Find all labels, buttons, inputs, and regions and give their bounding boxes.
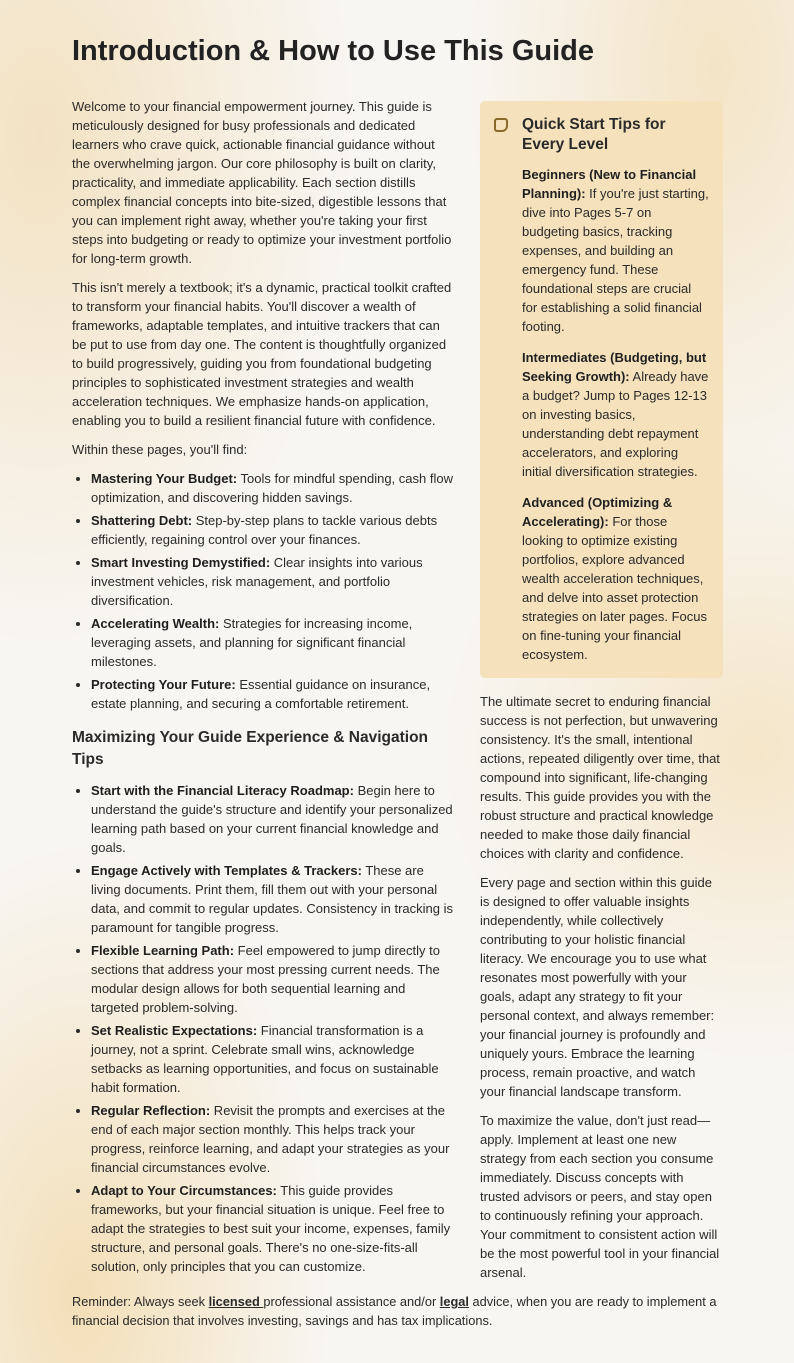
- list-item: [91, 511, 454, 549]
- legal-link[interactable]: legal: [439, 1294, 469, 1309]
- callout-title: Quick Start Tips for Every Level: [522, 116, 666, 153]
- body-paragraph: Every page and section within this guide is designed to offer valuable insights independently, while collectively contributing to your holistic financial literacy. We encourage you to use what resonates most powerfully with your goals, adapt any strategy to fit your personal context, and always remember: your financial journey is profoundly and uniquely yours. Embrace the learning process, remain proactive, and watch your financial landscape transform.: [480, 875, 715, 1099]
- item-title: Smart Investing Demystified:: [91, 555, 271, 570]
- item-title: Shattering Debt:: [91, 513, 193, 528]
- list-item: [91, 469, 454, 507]
- note-icon: [494, 118, 508, 132]
- intro-paragraph: This isn't merely a textbook; it's a dynamic, practical toolkit crafted to transform your financial habits. You'll discover a wealth of frameworks, adaptable templates, and intuitive trackers that can be put to use from day one. The content is thoughtfully organized to build progressively, guiding you from foundational budgeting principles to sophisticated investment strategies and wealth acceleration techniques. We emphasize hands-on application, enabling you to build a resilient financial future with confidence.: [72, 280, 452, 428]
- page-title: Introduction & How to Use This Guide: [72, 35, 594, 67]
- item-text: This guide provides frameworks, but your financial situation is unique. Feel free to adapt the strategies to best suit your income, expenses, family structure, and personal goals. There's no one-size-fits-all solution, only principles that you can customize.: [91, 1183, 451, 1274]
- item-text: Revisit the prompts and exercises at the end of each major section monthly. This helps track your progress, reinforce learning, and adapt your strategies as your financial circumstances evolve.: [91, 1103, 450, 1175]
- right-column: [480, 101, 723, 1292]
- quick-start-callout: [480, 101, 723, 678]
- intro-paragraph: Welcome to your financial empowerment journey. This guide is meticulously designed for busy professionals and dedicated learners who crave quick, actionable financial guidance without the overwhelming jargon. Our core philosophy is built on clarity, practicality, and immediate applicability. Each section distills complex financial concepts into bite-sized, digestible lessons that you can implement right away, whether you're taking your first steps into budgeting or ready to optimize your investment portfolio for long-term growth.: [72, 99, 452, 266]
- reminder-text: Reminder: Always seek: [72, 1294, 209, 1309]
- item-text: These are living documents. Print them, fill them out with your personal data, and commit to regular updates. Consistency in tracking is paramount for tangible progress.: [91, 863, 454, 935]
- list-item: [91, 675, 454, 713]
- item-text: If you're just starting, dive into Pages 5-7 on budgeting basics, tracking expenses, and building an emergency fund. These foundational steps are crucial for establishing a solid financial footing.: [522, 186, 709, 334]
- body-paragraph: To maximize the value, don't just read—apply. Implement at least one new strategy from each section you consume immediately. Discuss concepts with trusted advisors or peers, and stay open to continuously refining your approach. Your commitment to consistent action will be the most powerful tool in your financial arsenal.: [480, 1113, 720, 1280]
- list-item: [91, 1181, 454, 1276]
- list-item: [91, 1021, 454, 1097]
- item-title: Engage Actively with Templates & Trackers:: [91, 863, 362, 878]
- item-text: For those looking to optimize existing portfolios, explore advanced wealth acceleration techniques, and delve into asset protection strategies on later pages. Focus on fine-tuning your financial ecosystem.: [522, 514, 707, 662]
- item-text: Begin here to understand the guide's structure and identify your personalized learning path based on your current financial knowledge and goals.: [91, 783, 453, 855]
- list-item: [91, 861, 454, 937]
- item-title: Beginners (New to Financial Planning):: [522, 167, 697, 201]
- list-item: [91, 614, 454, 671]
- item-text: Feel empowered to jump directly to sections that address your most pressing current needs. The modular design allows for both sequential learning and targeted problem-solving.: [91, 943, 440, 1015]
- item-title: Intermediates (Budgeting, but Seeking Growth):: [522, 350, 707, 384]
- intro-paragraph: Within these pages, you'll find:: [72, 442, 248, 457]
- item-text: Clear insights into various investment vehicles, risk management, and portfolio diversification.: [91, 555, 423, 608]
- item-text: Tools for mindful spending, cash flow optimization, and discovering hidden savings.: [91, 471, 453, 505]
- callout-item: [522, 348, 709, 481]
- list-item: [91, 553, 454, 610]
- item-text: Step-by-step plans to tackle various debts efficiently, regaining control over your finances.: [91, 513, 438, 547]
- item-title: Mastering Your Budget:: [91, 471, 238, 486]
- tips-list: [72, 781, 454, 1276]
- section-heading: Maximizing Your Guide Experience & Navigation Tips: [72, 729, 429, 768]
- feature-list: [72, 469, 454, 713]
- left-column: [72, 97, 454, 1286]
- item-text: Already have a budget? Jump to Pages 12-13 on investing basics, understanding debt repayment accelerators, and exploring initial diversification strategies.: [522, 369, 709, 479]
- item-title: Set Realistic Expectations:: [91, 1023, 258, 1038]
- item-title: Accelerating Wealth:: [91, 616, 220, 631]
- body-paragraph: The ultimate secret to enduring financial success is not perfection, but unwavering consistency. It's the small, intentional actions, repeated diligently over time, that compound into significant, life-changing results. This guide provides you with the robust structure and practical knowledge needed to make those daily financial choices with clarity and confidence.: [480, 694, 720, 861]
- item-text: Financial transformation is a journey, not a sprint. Celebrate small wins, acknowledge setbacks as learning opportunities, and focus on sustainable habit formation.: [91, 1023, 439, 1095]
- item-title: Advanced (Optimizing & Accelerating):: [522, 495, 673, 529]
- reminder-note: [72, 1292, 732, 1330]
- licensed-link[interactable]: licensed: [208, 1294, 264, 1309]
- item-text: Strategies for increasing income, leveraging assets, and planning for significant financial milestones.: [91, 616, 413, 669]
- item-title: Adapt to Your Circumstances:: [91, 1183, 277, 1198]
- reminder-text: professional assistance and/or: [263, 1294, 440, 1309]
- item-title: Flexible Learning Path:: [91, 943, 235, 958]
- list-item: [91, 941, 454, 1017]
- reminder-text: advice, when you are ready to implement a financial decision that involves investing, savings and has tax implications.: [72, 1294, 717, 1328]
- item-text: Essential guidance on insurance, estate planning, and securing a comfortable retirement.: [91, 677, 431, 711]
- item-title: Start with the Financial Literacy Roadmap:: [91, 783, 354, 798]
- list-item: [91, 1101, 454, 1177]
- callout-item: [522, 493, 709, 664]
- list-item: [91, 781, 454, 857]
- item-title: Protecting Your Future:: [91, 677, 236, 692]
- item-title: Regular Reflection:: [91, 1103, 211, 1118]
- callout-item: [522, 165, 709, 336]
